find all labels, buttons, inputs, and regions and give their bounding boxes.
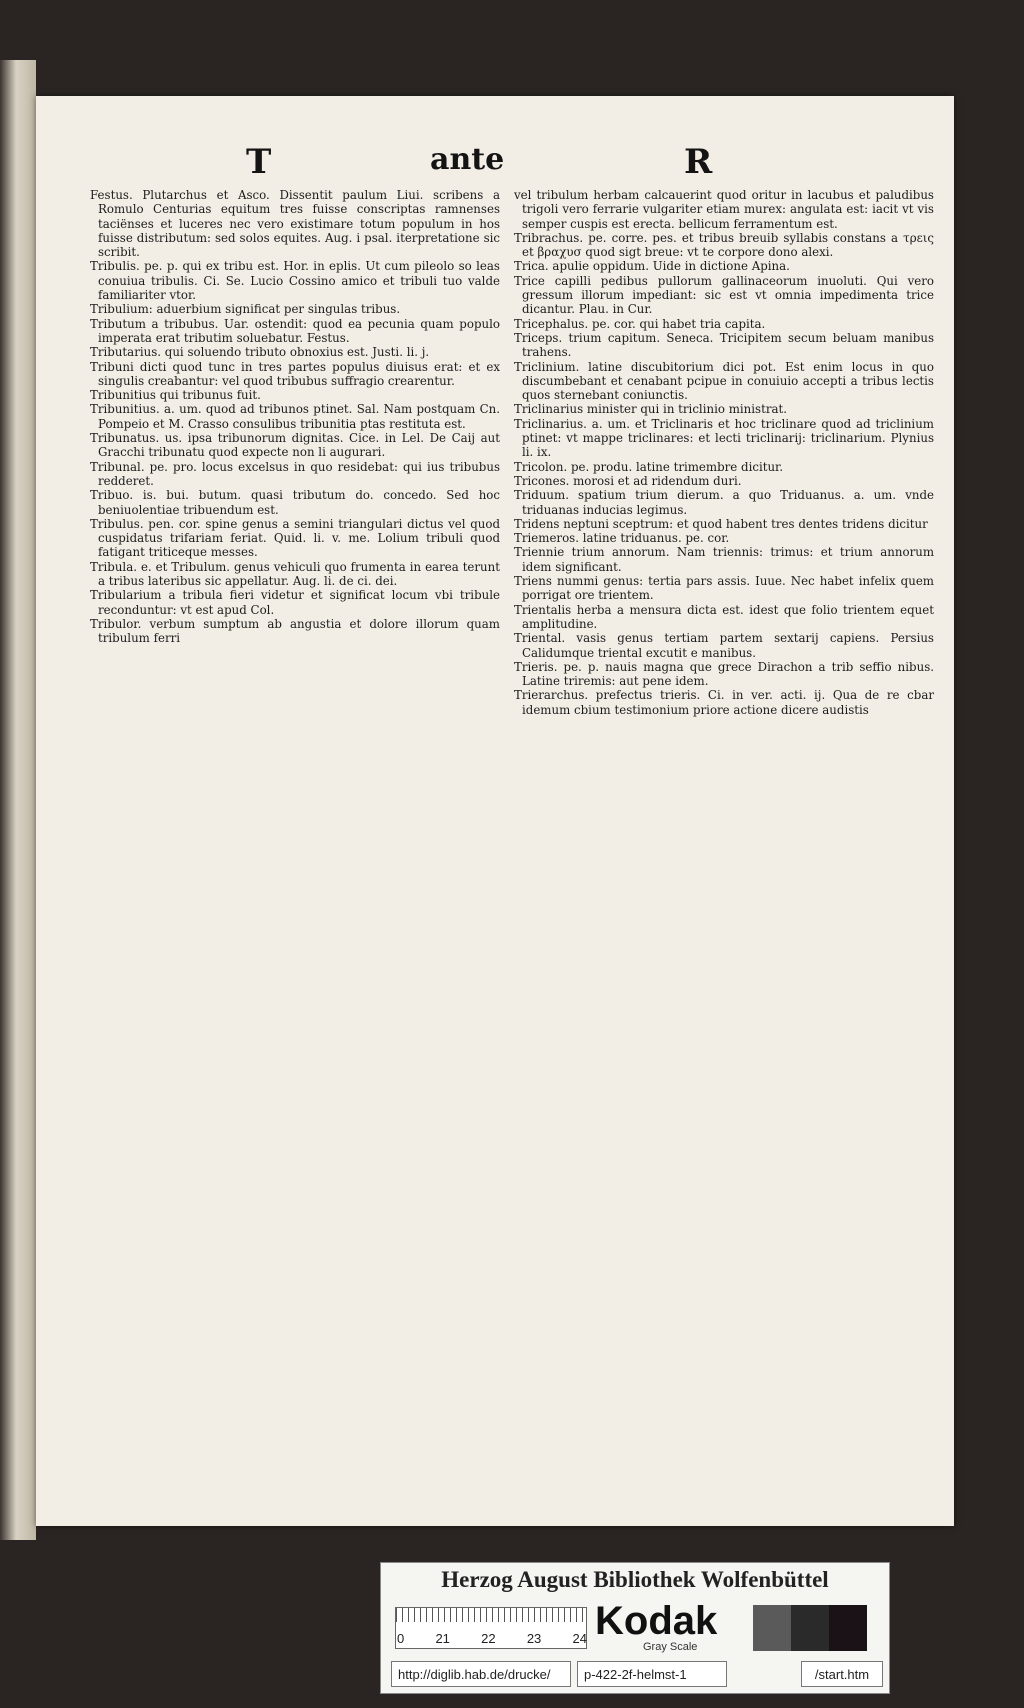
dictionary-entry: Triennie trium annorum. Nam triennis: trimus: et trium annorum idem significant.: [514, 545, 934, 574]
dictionary-entry: Triens nummi genus: tertia pars assis. Iuue. Nec habet infelix quem porrigat ore trientem.: [514, 574, 934, 603]
header-right-letter: R: [684, 142, 713, 182]
dictionary-entry: Triemeros. latine triduanus. pe. cor.: [514, 531, 730, 546]
ruler-number: 24: [572, 1631, 587, 1646]
dictionary-entry: Tribuo. is. bui. butum. quasi tributum do. concedo. Sed hoc beniuolentiae tribuendum est.: [90, 488, 500, 517]
dictionary-entry: Tricones. morosi et ad ridendum duri.: [514, 473, 742, 488]
ruler-number: 22: [481, 1631, 496, 1646]
dictionary-entry: Tribunitius qui tribunus fuit.: [90, 388, 261, 403]
gray-swatch: [753, 1605, 791, 1651]
dictionary-entry: Trieris. pe. p. nauis magna que grece Dirachon a trib seffio nibus. Latine triremis: aut pene idem.: [514, 659, 934, 689]
dictionary-entry: Triceps. trium capitum. Seneca. Tricipitem secum beluam manibus trahens.: [514, 330, 934, 360]
dictionary-entry: Festus. Plutarchus et Asco. Dissentit paulum Liui. scribens a Romulo Centurias equitum tres fuisse conscriptas ramnenses taciënses et luceres nec vero existimare totum populum in hos fuisse distributum: sed solos equites. Aug. i psal. iterpretatione sic scribit.: [90, 188, 500, 260]
left-column: [90, 188, 500, 646]
dictionary-entry: Trientalis herba a mensura dicta est. idest que folio trientem equet amplitudine.: [514, 602, 934, 631]
header-center-word: ante: [430, 142, 505, 177]
dictionary-entry: Tribrachus. pe. corre. pes. et tribus breuib syllabis constans a τρεις et βραχυσ quod sigt breue: vt te corpore dono alexi.: [514, 230, 934, 260]
book-page: [36, 96, 954, 1526]
dark-swatch: [791, 1605, 829, 1651]
dictionary-entry: Tricolon. pe. produ. latine trimembre dicitur.: [514, 459, 784, 474]
ruler-number: 21: [435, 1631, 450, 1646]
dictionary-entry: Tribularium a tribula fieri videtur et significat locum vbi tribule reconduntur: vt est apud Col.: [90, 588, 500, 617]
dictionary-entry: Tridens neptuni sceptrum: et quod habent tres dentes tridens dicitur: [514, 516, 928, 531]
page-header: [36, 142, 954, 182]
book-binding: [0, 60, 36, 1540]
dictionary-entry: Tribuni dicti quod tunc in tres partes populus diuisus erat: et ex singulis creabantur: vel quod tribubus suffragio crearentur.: [90, 359, 500, 388]
ruler-number: 0: [397, 1631, 405, 1646]
dictionary-entry: Tribulus. pen. cor. spine genus a semini triangulari dictus vel quod cuspidatus trifariam feriat. Quid. li. v. me. Lolium tribuli quod fatigant triticeque messes.: [90, 516, 500, 560]
dictionary-entry: Trica. apulie oppidum. Uide in dictione Apina.: [514, 259, 790, 274]
dictionary-entry: vel tribulum herbam calcauerint quod oritur in lacubus et paludibus trigoli vero ferrarie vulgariter etiam murex: angulata est: iacit vt vis semper cuspis est erecta. bellicum ferramentum est.: [514, 188, 934, 231]
dictionary-entry: Triental. vasis genus tertiam partem sextarij capiens. Persius Calidumque triental excutit e manibus.: [514, 631, 934, 660]
dictionary-entry: Tribulium: aduerbium significat per singulas tribus.: [90, 302, 401, 317]
dictionary-entry: Tribula. e. et Tribulum. genus vehiculi quo frumenta in earea terunt a tribus lateribus sic appellatur. Aug. li. de ci. dei.: [90, 559, 500, 589]
ruler-number: 23: [526, 1631, 542, 1646]
start-link[interactable]: /start.htm: [801, 1661, 883, 1687]
dictionary-entry: Tribunal. pe. pro. locus excelsus in quo residebat: qui ius tribubus redderet.: [90, 459, 500, 488]
shelfmark-label: p-422-2f-helmst-1: [577, 1661, 727, 1687]
digital-library-url[interactable]: http://diglib.hab.de/drucke/: [391, 1661, 571, 1687]
dictionary-entry: Tribulis. pe. p. qui ex tribu est. Hor. in eplis. Ut cum pileolo so leas conuiua tribulis. Ci. Se. Lucio Cossino amico et tribuli tuo valde familiariter vtor.: [90, 259, 500, 303]
black-swatch: [829, 1605, 867, 1651]
dictionary-entry: Triclinarius minister qui in triclinio ministrat.: [514, 402, 787, 417]
dictionary-entry: Tributum a tribubus. Uar. ostendit: quod ea pecunia quam populo imperata erat tributim soluebatur. Festus.: [90, 316, 500, 345]
dictionary-entry: Tribulor. verbum sumptum ab angustia et dolore illorum quam tribulum ferri: [90, 616, 500, 646]
ruler-numbers: [397, 1631, 587, 1646]
dictionary-entry: Tricephalus. pe. cor. qui habet tria capita.: [514, 316, 766, 331]
dictionary-entry: Tribunitius. a. um. quod ad tribunos ptinet. Sal. Nam postquam Cn. Pompeio et M. Crasso consulibus tribunitia ptas restituta est.: [90, 402, 500, 431]
dictionary-entry: Trierarchus. prefectus trieris. Ci. in ver. acti. ij. Qua de re cbar idemum cbium testimonium priore actione dicere audistis: [514, 688, 934, 717]
dictionary-entry: Tributarius. qui soluendo tributo obnoxius est. Justi. li. j.: [90, 345, 430, 360]
dictionary-entry: Triclinium. latine discubitorium dici pot. Est enim locus in quo discumbebant et cenabant pcipue in conuiuio accepti a tribus lectis quos sternebant coniunctis.: [514, 359, 934, 403]
dictionary-entry: Triclinarius. a. um. et Triclinaris et hoc triclinare quod ad triclinium ptinet: vt mappe triclinares: et lecti triclinarij: triclinarium. Plynius li. ix.: [514, 416, 934, 460]
header-left-letter: T: [246, 142, 272, 182]
gray-scale-label: Gray Scale: [643, 1641, 698, 1653]
library-name: Herzog August Bibliothek Wolfenbüttel: [441, 1567, 829, 1592]
kodak-logo: Kodak: [595, 1599, 718, 1643]
scan-target-strip: [380, 1562, 890, 1694]
dictionary-entry: Tribunatus. us. ipsa tribunorum dignitas. Cice. in Lel. De Caij aut Gracchi tribunatu quod expecte non li augurari.: [90, 431, 500, 460]
dictionary-entry: Trice capilli pedibus pullorum gallinaceorum inuoluti. Qui vero gressum illorum impediant: sic est vt omnia impedimenta trice dicantur. Plau. in Cur.: [514, 273, 934, 317]
dictionary-entry: Triduum. spatium trium dierum. a quo Triduanus. a. um. vnde triduanas inducias legimus.: [514, 488, 934, 517]
right-column: [514, 188, 934, 717]
